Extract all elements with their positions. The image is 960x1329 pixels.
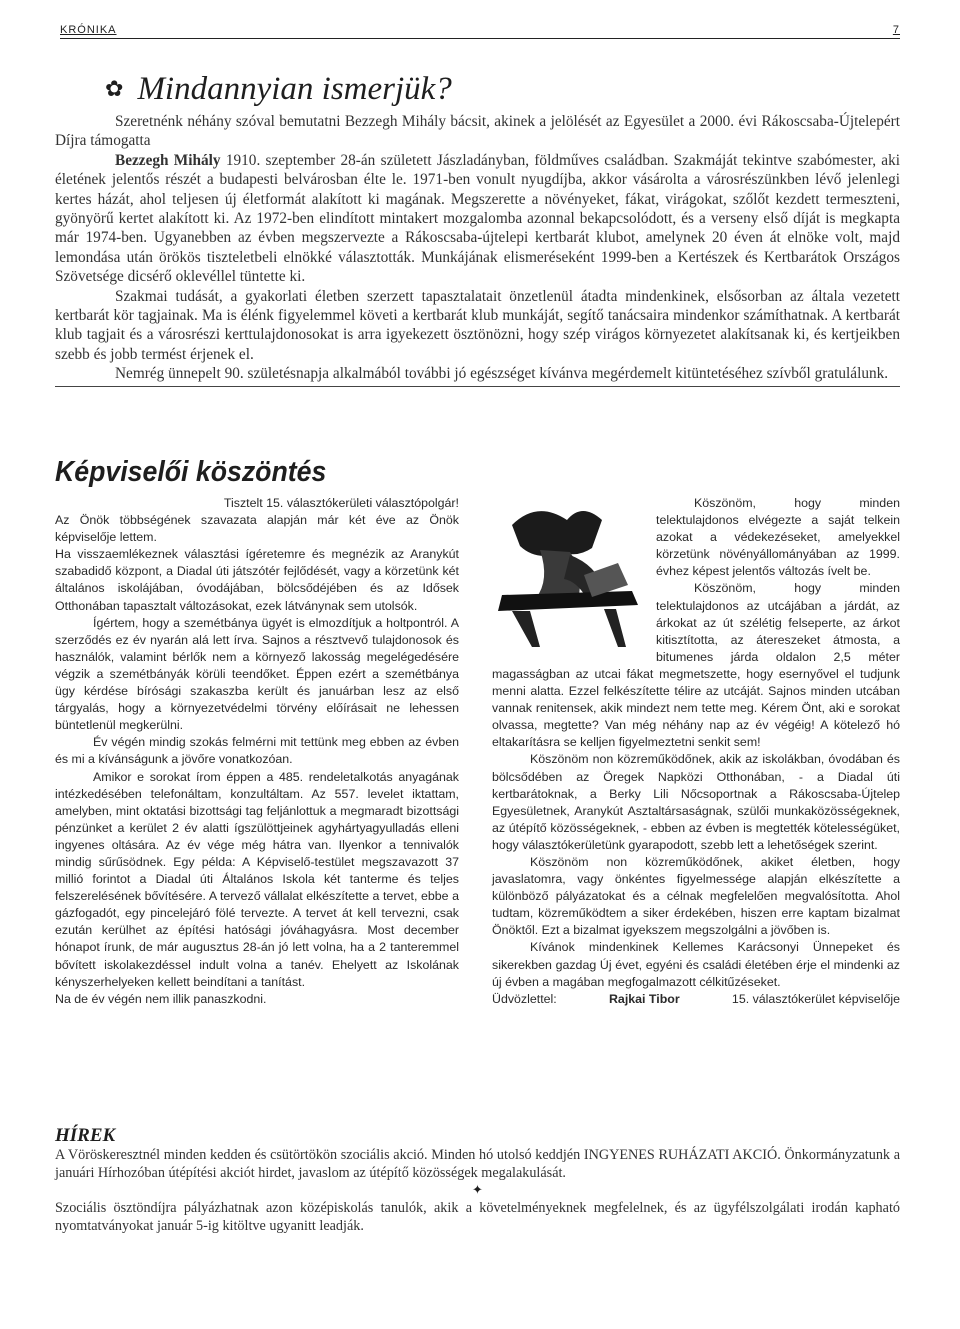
section-divider (55, 386, 900, 387)
page-header (60, 24, 900, 39)
left-paragraph: Na de év végén nem illik panaszkodni. (55, 991, 267, 1006)
desk-worker-illustration (492, 495, 642, 650)
left-paragraph: Az Önök többségének szavazata alapján már két éve az Önök képviselője lettem. (55, 513, 459, 545)
signature-name: Rajkai Tibor (608, 991, 680, 1006)
section-title: KRÓNIKA (60, 24, 117, 36)
article1-paragraph-2-text: 1910. szeptember 28-án született Jászladányban, földműves családban. Szakmáját tekintve szabómester, aki életének jelentős részét a budapesti belvárosban élte le. 1971-ben vonult nyugdíjba, akkor vásárolta a városrészünkben lévő jelenlegi kertes házát, ahol teljesen új életformát alakított ki magának. Megszerette a növényeket, fákat, virágokat, szőlőt kezdett termeszteni, gyönyörű kertet alakított ki. Az 1972-ben elindított mintakert mozgalomba azonnal bekapcsolódott, és a verseny első díját is megkapta már 1974-ben. Ugyanebben az évben megszervezte a Rákoscsaba-újtelepi kertbarát klubot, amelynek 20 éven át elnöke volt, majd lemondása után örökös tiszteletbeli elnökké választották. Munkájának elismeréseként 1999-ben a Kertészek és Kertbarátok Országos Szövetsége dicsérő oklevéllel tüntette ki. (55, 151, 900, 286)
article1-title-text: Mindannyian ismerjük? (137, 71, 452, 107)
right-paragraph: Köszönöm, hogy minden telektulajdonos elvégezte a saját telkein azokat a védekezéseket, amelyekkel körzetünk növényállományában az 1999. évhez képest jelentős változás ívelt be. (656, 496, 900, 579)
article1-paragraph-2 (55, 151, 900, 287)
article1-title (55, 70, 900, 108)
article-kepviseloi (55, 455, 900, 1115)
article-mindannyian (55, 70, 900, 387)
article2-title: Képviselői köszöntés (55, 456, 327, 488)
right-paragraph: Köszönöm non közreműködőnek, akik az iskolákban, óvodában és bölcsődében az Öregek Napközi Otthonában, - a Diadal úti kertbarátoknak, a Berky Lili Nőcsoportnak a Rákoscsaba-Újtelep Egyesületnek, Aranykút Asztaltársaságnak, szülői munkaközösségeknek, az útépítő közösségeknek, - ebben az évben is megtették kötelességüket, hogy választókerületünk gyarapodott, szebb lett a lehetőségek szerint. (492, 752, 900, 852)
person-name: Bezzegh Mihály (115, 151, 221, 169)
signature-greeting: Üdvözlettel: (492, 991, 557, 1006)
left-paragraph: Ígértem, hogy a szemétbánya ügyét is elmozdítjuk a holtpontról. A szerződés ez év nyarán alá lett írva. Sajnos a résztvevő tulajdonosok és használók, valamint bérlők nem a környező lakosság megelégedésére végzik a szemétbányák körüli teendőket. Éppen ezért a szemétbánya ügy kérdése bírósági szakaszba került és januárban lesz az első tárgyalás, hogy a környezetvédelmi törvény előírásait ne lehessen büntetlenül megkerülni. (55, 615, 459, 733)
article3-title: HÍREK (55, 1125, 116, 1146)
flower-icon: ✿ (105, 76, 124, 101)
greeting: Tisztelt 15. választókerületi választópolgár! (223, 496, 459, 510)
right-paragraph: Köszönöm non közreműködőnek, akiket életben, hogy javaslatomra, vagy önkéntes figyelmessége alapján elkészítette a különböző pályázatokat és a célnak megfelelően megvalósította. Ahol tudtam, közreműködtem a siker érdekében, hiszen erre kaptam bizalmat Önöktől. Ezt a bizalmat igyekszem megszolgálni a jövőben is. (492, 854, 900, 938)
article2-left-column (55, 495, 459, 1008)
article1-paragraph-3: Szakmai tudását, a gyakorlati életben szerzett tapasztalatait önzetlenül átadta mindenkinek, elsősorban az általa vezetett kertbarát kör tagjainak. Ma is élénk figyelemmel követi a kertbarát klub munkáját, segítő tanácsaira mindenkor számíthatnak. A kertbarát klub tagjait és a városrészi kerttulajdonosokat is arra igyekezett ösztönözni, hogy szép virágos környezetet alakítsanak ki, és kertjeikben szebb és jobb termést érjenek el. (55, 287, 900, 363)
signature (492, 991, 900, 1008)
signature-role: 15. választókerület képviselője (731, 991, 900, 1006)
article2-right-column (492, 495, 900, 1008)
article1-paragraph-1: Szeretnénk néhány szóval bemutatni Bezzegh Mihály bácsit, akinek a jelölését az Egyesület a 2000. évi Rákoscsaba-Újtelepért Díjra támogatta (55, 113, 900, 150)
news-paragraph-1: A Vöröskeresztnél minden kedden és csütörtökön szociális akció. Minden hó utolsó keddjén INGYENES RUHÁZATI AKCIÓ. Önkormányzatunk a januári Hírhozóban útépítési akciót hirdet, javaslom az útépítő közösségek megalakulását. (55, 1147, 900, 1181)
page-number: 7 (892, 24, 900, 36)
article-hirek (55, 1125, 900, 1235)
right-paragraph: Köszönöm, hogy minden telektulajdonos az utcájában a járdát, az árkokat az út szélétig felseperte, az árkot kitisztította, az átereszeket átmosta, a bitumenes járda oldalon 2,5 méter magasságban az utcai fákat megmetszette, hogy esernyővel el tudjunk menni alatta. Ezzel felkészítette télire az utcáját. Sajnos minden utcában vannak renitensek, akik mindezt nem tette meg. Kérem Önt, aki e sorokat olvassa, megtette? Van még néhány nap az év végéig! A kötelező hó eltakarításra se kelljen figyelmeztetni senkit sem! (492, 581, 900, 750)
diamond-divider-icon: ✦ (472, 1182, 483, 1198)
news-paragraph-2: Szociális ösztöndíjra pályázhatnak azon középiskolás tanulók, akik a követelményeknek megfelelnek, és az ügyfélszolgálati irodán kapható nyomtatványokat január 5-ig kitöltve ugyanitt leadják. (55, 1200, 900, 1234)
left-paragraph: Év végén mindig szokás felmérni mit tettünk meg ebben az évben és mi a kívánságunk a jövőre vonatkozóan. (55, 735, 459, 767)
article1-paragraph-4: Nemrég ünnepelt 90. születésnapja alkalmából további jó egészséget kívánva megérdemelt kitüntetéséhez szívből gratulálunk. (115, 365, 889, 383)
right-paragraph: Kívánok mindenkinek Kellemes Karácsonyi Ünnepeket és sikerekben gazdag Új évet, egyéni és családi életében érje el mindenki az új évben a magában megfogalmazott célkitűzéseket. (492, 940, 900, 989)
left-paragraph: Ha visszaemlékeznek választási ígéretemre és megnézik az Aranykút szabadidő központ, a Diadal úti játszótér fejlődését, vagy a körzetünk két általános iskolájában, óvodájában, bölcsődéjében és az Idősek Otthonában tapasztalt változásokat, ezek látványnak sem utolsók. (55, 547, 459, 613)
left-paragraph: Amikor e sorokat írom éppen a 485. rendeletalkotás anyagának intézkedésében telefonáltam, konzultáltam. Az 557. levelet iktattam, amelyben, mint oktatási bizottsági tag feljánlottuk a megmaradt bizottsági pénzünket a kerület 2 év alatti ígszülöttjeinek agyhártyagyulladás elleni ingyenes oltására. Az év vége még hátra van. Ilyenkor a tennivalók mindig sűrűsödnek. Egy példa: A Képviselő-testület megszavazott 37 millió forintot a Diadal úti Általános Iskola két tanterme és teljes felszerelésének bővítésére. A tervező vállalat elkészítette a tervet, ebbe a gázfogadót, egy pincelejáró fölé tervezte. A tervet át kell tervezni, csak ezután kerülhet az építési hatósági jóváhagyásra. Most december hónapot írunk, de már augusztus 28-án jó lett volna, ha a 2 tanteremmel bővített iskolakezdéssel indult volna a tanév. Ehelyett az Iskolának kényszerhelyeken kellett beindítani a tanítást. (55, 769, 459, 989)
